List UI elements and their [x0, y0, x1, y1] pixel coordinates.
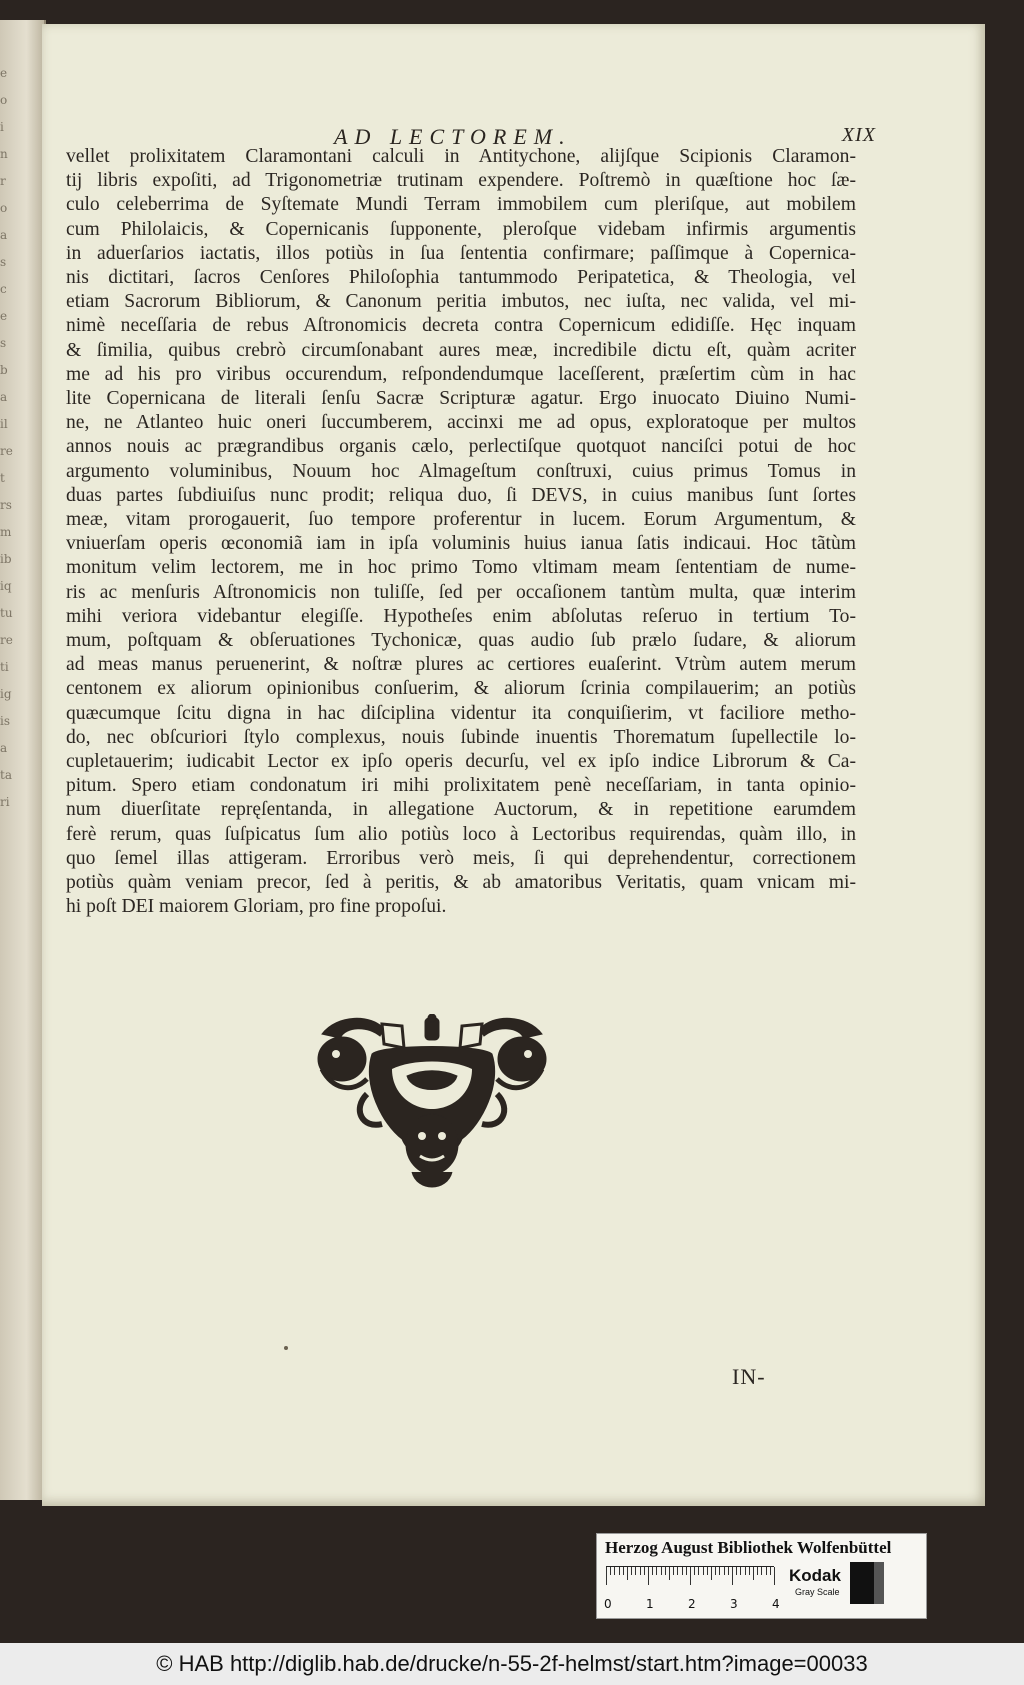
book-page	[42, 24, 985, 1506]
ruler-tick	[736, 1567, 737, 1575]
ruler-number: 1	[646, 1597, 654, 1611]
ruler-tick	[665, 1567, 666, 1575]
text-line: meæ, vitam prorogauerit, ſuo tempore proferentur in lucem. Eorum Argumentum, &	[66, 509, 856, 531]
text-line: in aduerſarios iactatis, illos potiùs in ſua ſententia confirmare; paſſimque à Copernica-	[66, 242, 856, 264]
ruler-tick	[749, 1567, 750, 1575]
ruler-tick	[724, 1567, 725, 1575]
text-line: me ad his pro viribus occurendum, reſpondendumque laceſſerent, præſertim cùm in hac	[66, 363, 856, 385]
ruler-tick	[644, 1567, 645, 1575]
ruler-tick	[606, 1567, 607, 1585]
text-line: cupletauerim; iudicabit Lector ex ipſo operis decurſu, vel ex ipſo indice Librorum & Ca-	[66, 751, 856, 773]
ruler-tick	[673, 1567, 674, 1575]
body-text	[66, 145, 856, 920]
ruler-tick	[610, 1567, 611, 1575]
ruler-tick	[694, 1567, 695, 1575]
text-line: argumento voluminibus, Nouum hoc Almageſtum conſtruxi, cuius primus Tomus in	[66, 460, 856, 482]
ruler-number: 2	[688, 1597, 696, 1611]
ruler-tick	[627, 1567, 628, 1580]
text-line: mihi veriora videbantur elegiſſe. Hypotheſes enim abſolutas reſeruo in tertium To-	[66, 605, 856, 627]
ruler-tick	[648, 1567, 649, 1585]
printer-ornament-mask-icon	[312, 1014, 552, 1199]
ruler-tick	[690, 1567, 691, 1585]
ruler-tick	[761, 1567, 762, 1575]
ruler-tick	[753, 1567, 754, 1580]
ruler-tick	[677, 1567, 678, 1575]
ruler-tick	[707, 1567, 708, 1575]
text-line: quo ſemel illas attigeram. Erroribus verò meis, ſi qui deprehendentur, correctionem	[66, 847, 856, 869]
ruler-tick	[623, 1567, 624, 1575]
text-line: centonem ex aliorum opinionibus conſuerim, & aliorum ſcrinia compilauerim; an potiùs	[66, 678, 856, 700]
ruler-tick	[682, 1567, 683, 1575]
text-line: duas partes ſubdiuiſus nunc prodit; reliqua duo, ſi DEVS, in cuius manibus ſunt ſortes	[66, 484, 856, 506]
text-line: annos nouis ac prægrandibus organis cælo, perlectiſque quotquot nanciſci potui de hoc	[66, 436, 856, 458]
ruler-tick	[656, 1567, 657, 1575]
text-line: quæcumque ſcitu digna in hac diſciplina videntur ita conquiſierim, vt faciliore metho-	[66, 702, 856, 724]
ruler-tick	[652, 1567, 653, 1575]
ruler-tick	[745, 1567, 746, 1575]
ruler-tick	[640, 1567, 641, 1575]
footer-credit: © HAB http://diglib.hab.de/drucke/n-55-2f-helmst/start.htm?image=00033	[0, 1643, 1024, 1685]
text-line: ad meas manus peruenerint, & noſtræ plures ac certiores euaſerint. Vtrùm autem merum	[66, 654, 856, 676]
text-line: lite Copernicana de literali ſenſu Sacræ Scripturæ agatur. Ergo inuocato Diuino Numi-	[66, 388, 856, 410]
text-line: vniuerſam operis œconomiã iam in ipſa voluminis huius ianua ſatis indicaui. Hoc tãtùm	[66, 533, 856, 555]
adjacent-page-edge	[0, 20, 46, 1500]
text-line: tij libris expoſiti, ad Trigonometriæ trutinam expendere. Poſtremò in quæſtione hoc ſæ-	[66, 170, 856, 192]
text-line: ne, ne Atlanteo huic oneri ſuccumberem, accinxi me ad opus, exploratoque per multos	[66, 412, 856, 434]
text-line: etiam Sacrorum Bibliorum, & Canonum peritia imbutos, nec iuſta, nec valida, vel mi-	[66, 291, 856, 313]
text-line: nis dictitari, ſacros Cenſores Philoſophia tantummodo Peripatetica, & Theologia, vel	[66, 267, 856, 289]
ruler-tick	[631, 1567, 632, 1575]
speck	[284, 1346, 288, 1350]
text-line: & ſimilia, quibus crebrò circumſonabant aures meæ, incredibile dictu eſt, quàm acriter	[66, 339, 856, 361]
ruler-tick	[614, 1567, 615, 1575]
text-line: culo celeberrima de Syſtemate Mundi Terram immobilem cum pleriſque, aut mobilem	[66, 194, 856, 216]
adjacent-page-fragments: e o i n r o a s c e s b a il re t rs m ib iq tu re ti ig is a ta ri	[0, 66, 13, 809]
ruler-tick	[698, 1567, 699, 1575]
ruler-tick	[711, 1567, 712, 1580]
text-line: potiùs quàm veniam precor, ſed à peritis, & ab amatoribus Veritatis, quam vnicam mi-	[66, 872, 856, 894]
kodak-label: Kodak	[789, 1566, 841, 1585]
text-line: nimè neceſſaria de rebus Aſtronomicis decreta contra Copernicum edidiſſe. Hęc inquam	[66, 315, 856, 337]
ruler-tick	[703, 1567, 704, 1575]
ruler-tick	[635, 1567, 636, 1575]
ruler-tick	[661, 1567, 662, 1575]
ruler-tick	[770, 1567, 771, 1575]
text-line: num diuerſitate repręſentanda, in allegatione Auctorum, & in repetitione earumdem	[66, 799, 856, 821]
ruler-number: 4	[772, 1597, 780, 1611]
text-line: ris ac menſuris Aſtronomicis non tuliſſe, ſed per occaſionem tantùm multa, quæ interim	[66, 581, 856, 603]
gray-scale-label: Gray Scale	[795, 1587, 840, 1597]
ruler-tick	[774, 1567, 775, 1585]
dark-patch	[874, 1562, 884, 1604]
text-line: hi poſt DEI maiorem Gloriam, pro fine propoſui.	[66, 896, 447, 918]
text-line: do, nec obſcuriori ſtylo complexus, nouis ſubinde inuentis Thorematum ſupellectile lo-	[66, 726, 856, 748]
ruler-tick	[719, 1567, 720, 1575]
text-line: monitum velim lectorem, me in hoc primo Tomo vltimam meam ſententiam de nume-	[66, 557, 856, 579]
ruler-tick	[686, 1567, 687, 1575]
ruler-tick	[728, 1567, 729, 1575]
library-name: Herzog August Bibliothek Wolfenbüttel	[605, 1538, 892, 1557]
text-line: pitum. Spero etiam condonatum iri mihi prolixitatem penè neceſſariam, in tanta opinio-	[66, 775, 856, 797]
ruler-tick	[757, 1567, 758, 1575]
ruler-number: 3	[730, 1597, 738, 1611]
page-number: XIX	[841, 124, 876, 146]
text-line: mum, poſtquam & obſeruationes Tychonicæ, quas audio ſub prælo ſudare, & aliorum	[66, 630, 856, 652]
ruler-tick	[732, 1567, 733, 1585]
ruler-tick	[669, 1567, 670, 1580]
ruler-tick	[766, 1567, 767, 1575]
black-patch	[850, 1562, 874, 1604]
running-title: AD LECTOREM.	[334, 124, 572, 149]
text-line: ferè rerum, quas ſuſpicatus ſum alio potiùs loco à Lectoribus requirendas, quàm illo, in	[66, 823, 856, 845]
ruler-tick	[715, 1567, 716, 1575]
text-line: cum Philolaicis, & Copernicanis ſupponente, pleroſque videbam infirmis argumentis	[66, 218, 856, 240]
text-line: vellet prolixitatem Claramontani calculi in Antitychone, alijſque Scipionis Claramon-	[66, 146, 856, 167]
catchword: IN-	[732, 1364, 766, 1389]
ruler	[606, 1566, 774, 1593]
color-bar-card	[596, 1533, 927, 1619]
ruler-number: 0	[604, 1597, 612, 1611]
ruler-tick	[740, 1567, 741, 1575]
ruler-tick	[619, 1567, 620, 1575]
